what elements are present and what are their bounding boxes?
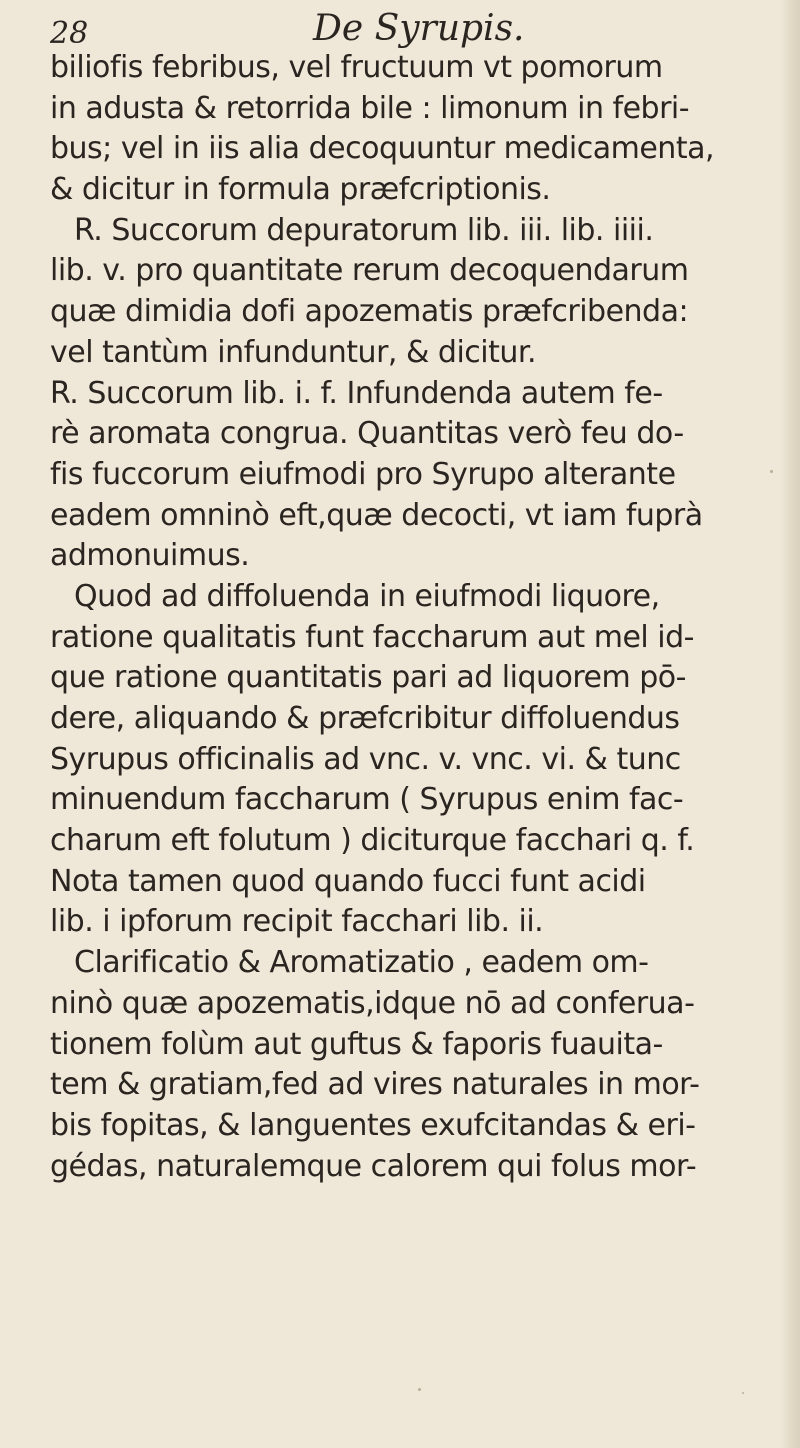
paper-fleck [418, 1388, 421, 1391]
text-line: in adusta & retorrida bile : limonum in febri- [50, 90, 690, 126]
paper-fleck [770, 470, 773, 473]
text-line: ninò quæ apozematis,idque nō ad conferua- [50, 985, 695, 1021]
page-number: 28 [50, 16, 89, 51]
text-line: rè aromata congrua. Quantitas verò feu do- [50, 416, 684, 452]
text-line: & dicitur in formula præfcriptionis. [50, 172, 551, 208]
text-line: bis fopitas, & languentes exufcitandas & eri- [50, 1107, 696, 1143]
running-title: De Syrupis. [313, 8, 525, 49]
text-line: lib. v. pro quantitate rerum decoquendarum [50, 253, 689, 289]
text-line: que ratione quantitatis pari ad liquorem pō- [50, 660, 686, 696]
page-gutter-edge [780, 0, 800, 1448]
text-line: biliofis febribus, vel fructuum vt pomorum [50, 50, 663, 85]
text-line: Clarificatio & Aromatizatio , eadem om- [74, 945, 649, 981]
text-line: vel tantùm infunduntur, & dicitur. [50, 334, 536, 370]
text-line: quæ dimidia dofi apozematis præfcribenda: [50, 294, 689, 330]
text-line: Quod ad diffoluenda in eiufmodi liquore, [74, 578, 660, 614]
paper-fleck [742, 1392, 744, 1394]
text-line: gédas, naturalemque calorem qui folus mor- [50, 1148, 697, 1184]
text-line: R. Succorum depuratorum lib. iii. lib. iiii. [74, 212, 654, 248]
text-line: fis fuccorum eiufmodi pro Syrupo alterante [50, 456, 676, 492]
text-line: tem & gratiam,fed ad vires naturales in mor- [50, 1067, 700, 1103]
body-text [50, 48, 775, 1187]
text-line: minuendum faccharum ( Syrupus enim fac- [50, 782, 684, 818]
text-line: tionem folùm aut guftus & faporis fuauita- [50, 1026, 663, 1062]
text-line: bus; vel in iis alia decoquuntur medicamenta, [50, 131, 714, 167]
text-line: charum eft folutum ) diciturque facchari q. f. [50, 823, 695, 859]
text-line: eadem omninò eft,quæ decocti, vt iam fuprà [50, 497, 703, 533]
text-line: Syrupus officinalis ad vnc. v. vnc. vi. & tunc [50, 741, 681, 777]
text-line: admonuimus. [50, 538, 250, 574]
text-line: dere, aliquando & præfcribitur diffoluendus [50, 701, 680, 736]
text-line: lib. i ipforum recipit facchari lib. ii. [50, 904, 544, 940]
text-line: Nota tamen quod quando fucci funt acidi [50, 863, 646, 899]
text-line: ratione qualitatis funt faccharum aut mel id- [50, 619, 694, 655]
text-line: R. Succorum lib. i. f. Infundenda autem fe- [50, 375, 663, 411]
